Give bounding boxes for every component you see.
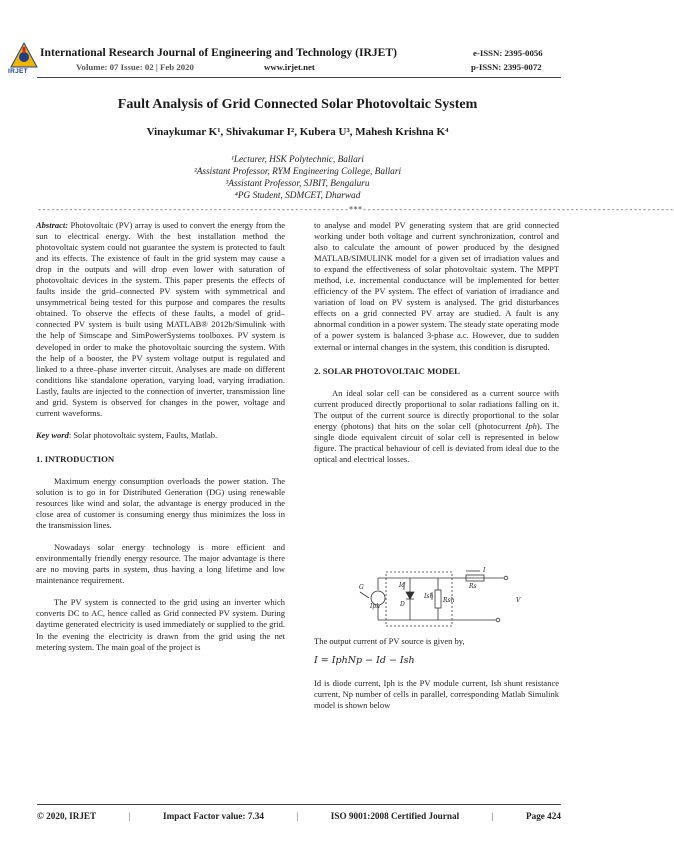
pv-model-heading: 2. SOLAR PHOTOVOLTAIC MODEL [314,365,460,376]
footer-impact-factor: Impact Factor value: 7.34 [163,811,264,821]
label-ish: Ish [424,593,434,600]
footer-separator: | [491,811,494,821]
label-iph: Iph [370,603,381,610]
left-column [36,220,285,653]
footer-rule [37,804,561,805]
abstract-label: Abstract: [36,220,69,230]
equation-description-block [314,678,559,711]
footer-iso: ISO 9001:2008 Certified Journal [330,811,460,821]
output-current-block [314,636,559,647]
label-d: D [400,601,405,608]
label-i: I [483,567,486,574]
solar-cell-equivalent-circuit [356,568,526,628]
intro-paragraph-1: Maximum energy consumption overloads the power station. The solution is to go in for Distributed Generation (DG) using renewable resources like wind and solar, the advantage is energy produced in the close area of customer is consuming energy thus minimizes the loss in the transmission lines. [36,475,285,531]
paper-title: Fault Analysis of Grid Connected Solar Photovoltaic System [117,97,478,112]
section-separator: ---------------------------------------------------------------------***--------------------------------------------------------------------- [37,205,674,214]
footer-copyright: © 2020, IRJET [37,811,97,821]
logo-text: IRJET [8,68,28,75]
header-rule [37,77,561,78]
label-id: Id [399,582,406,589]
keywords-text: : Solar photovoltaic system, Faults, Matlab. [68,429,218,440]
keywords-label: Key word [36,429,69,440]
footer-page-number: Page 424 [525,811,561,821]
label-rsh: Rsh [443,597,455,604]
output-current-intro: The output current of PV source is given by, [314,636,465,646]
output-current-equation: I = IphNp − Id − Ish [314,655,415,666]
label-v: V [516,597,521,604]
intro-paragraph-3: The PV system is connected to the grid using an inverter which converts DC to AC, hence called as Grid connected PV system. During daytime generated electricity is used immediately or supplied to the grid. In the evening the electricity is drawn from the grid using the net metering system. The main goal of the project is [36,597,285,652]
label-g: G [359,584,364,591]
author-list: Vinaykumar K¹, Shivakumar I², Kubera U³, Mahesh Krishna K⁴ [146,126,449,138]
abstract-text: Photovoltaic (PV) array is used to convert the energy from the sun to electrical energy. With the best installation method the photovoltaic system could not guarantee the system is protected to fault and its effects. The existence of fault in the grid system may cause a drop in the outputs and will drop even lower with saturation of photovoltaic devices in the system. This paper presents the effects of faults inside the grid–connected PV system with symmetrical and unsymmetrical being tested for this purpose and compares the results obtained. To observe the effects of these faults, a model of grid–connected PV system is built using MATLAB® 2012b/Simulink with the help of Simscape and SimPowerSystems toolboxes. PV system is developed in order to make the photovoltaic sourcing the system. With the help of a booster, the PV system voltage output is regulated and linked to a three–phase inverter circuit. Analyses are made on different conditions like standalone operation, varying load, varying irradiation. Lastly, faults are injected to the connection of inverter, transmission line and grid. System is observed for changes in the power, voltage and current waveforms. [36,220,285,418]
journal-website[interactable]: www.irjet.net [264,62,315,72]
footer-separator: | [296,811,299,821]
p-issn: p-ISSN: 2395-0072 [471,62,542,72]
pv-model-paragraph: An ideal solar cell can be considered as a current source with current produced directly proportional to solar radiations falling on it. The output of the current source is directly proportional to the solar energy (photons) that hits on the solar cell (photocurrent Iph). The single diode equivalent circuit of solar cell is represented in below figure. The practical behaviour of cell is deviated from ideal due to the optical and electrical losses. [314,387,559,464]
intro-paragraph-2: Nowadays solar energy technology is more efficient and environmentally friendly energy resource. The major advantage is there are no moving parts in system, thus having a long lifetime and low maintenance requirement. [36,542,285,586]
journal-name: International Research Journal of Engineering and Technology (IRJET) [40,46,397,59]
affiliation-3: ³Assistant Professor, SJBIT, Bengaluru [225,179,370,190]
abstract [36,220,285,419]
intro-paragraph-3-continued: to analyse and model PV generating system that are grid connected working under both voltage and current synchronization, control and also to calculate the amount of power produced by the designed MATLAB/SIMULINK model for a given set of irradiation values and to expand the effectiveness of solar photovoltaic system. The MPPT method, i.e. incremental conductance will be implemented for better efficiency of the PV system. The effect of variation of irradiance and variation of load on PV system is analysed. The grid disturbances effects on a grid connected PV array are studied. A fault is any abnormal condition in a power system. The steady state operating mode of a power system is balanced 3-phase a.c. However, due to sudden external or internal changes in the system, this condition is disrupted. [314,220,559,352]
affiliations [0,154,595,202]
footer-separator: | [128,811,131,821]
affiliation-2: ²Assistant Professor, RYM Engineering College, Ballari [193,167,402,178]
right-column [314,220,559,465]
affiliation-1: ¹Lecturer, HSK Polytechnic, Ballari [231,155,364,165]
keywords [36,430,285,441]
intro-heading: 1. INTRODUCTION [36,453,115,464]
volume-issue: Volume: 07 Issue: 02 | Feb 2020 [76,62,194,72]
equation-description: Id is diode current, Iph is the PV module current, Ish shunt resistance current, Np number of cells in parallel, corresponding Matlab Simulink model is shown below [314,678,559,711]
page-footer [37,811,561,821]
affiliation-4: ⁴PG Student, SDMCET, Dharwad [234,191,361,202]
label-rs: Rs [469,583,477,590]
e-issn: e-ISSN: 2395-0056 [473,48,543,58]
